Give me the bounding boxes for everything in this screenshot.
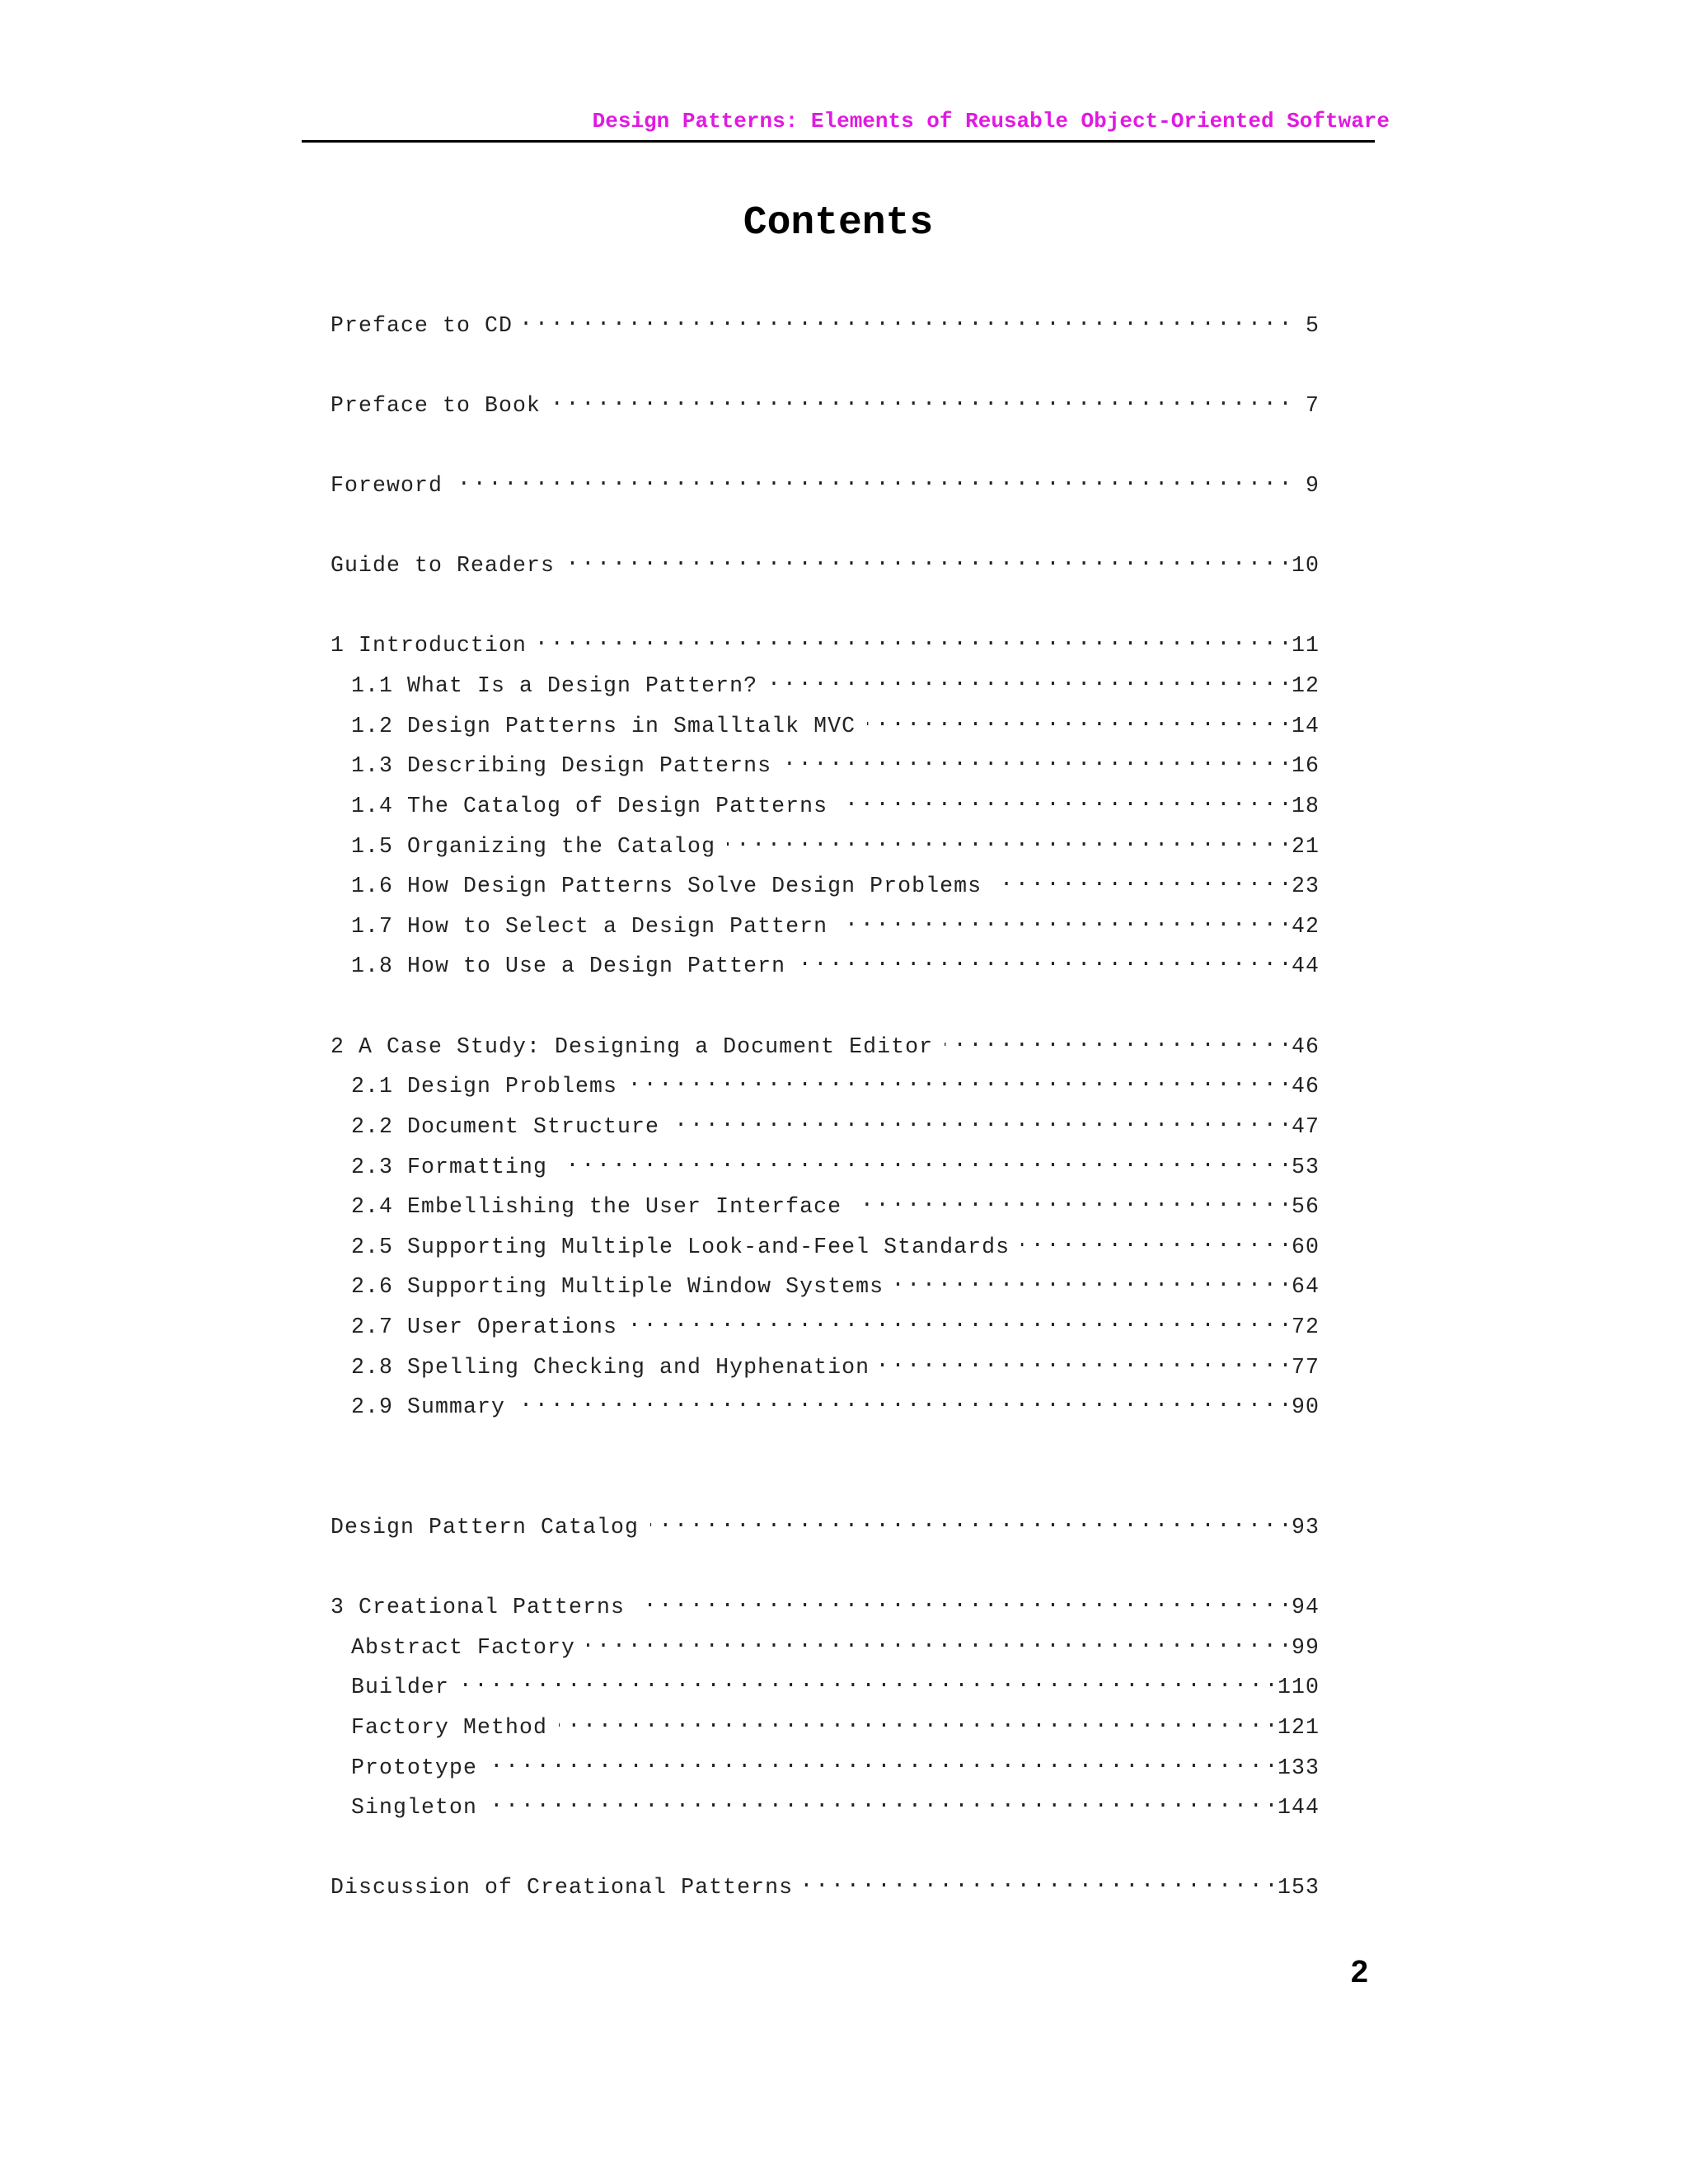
toc-entry-label: Discussion of Creational Patterns — [331, 1875, 794, 1900]
toc-entry-label: 3 Creational Patterns — [331, 1595, 626, 1619]
toc-dot-leader — [559, 1708, 1273, 1733]
toc-entry[interactable] — [331, 626, 1320, 659]
toc-dot-leader — [636, 1588, 1287, 1613]
toc-entry-label: 2.3 Formatting — [351, 1155, 548, 1179]
toc-subentry[interactable] — [331, 867, 1320, 900]
toc-entry-label: Singleton — [351, 1795, 478, 1820]
toc-entry-label: 2.9 Summary — [351, 1394, 506, 1419]
toc-entry-label: 1.8 How to Use a Design Pattern — [351, 954, 786, 978]
toc-entry-page: 44 — [1291, 954, 1320, 978]
toc-entry-page: 18 — [1291, 794, 1320, 818]
header-divider — [302, 140, 1375, 143]
toc-dot-leader — [587, 1629, 1287, 1653]
toc-entry-page: 121 — [1277, 1715, 1320, 1740]
toc-dot-leader — [517, 1388, 1287, 1413]
toc-entry-page: 53 — [1291, 1155, 1320, 1179]
toc-dot-leader — [566, 546, 1287, 571]
toc-dot-leader — [945, 1028, 1287, 1052]
toc-entry-page: 10 — [1291, 553, 1320, 578]
toc-entry-page: 14 — [1291, 714, 1320, 738]
toc-entry-label: 1.2 Design Patterns in Smalltalk MVC — [351, 714, 856, 738]
toc-subentry[interactable] — [331, 1308, 1320, 1341]
toc-entry-label: 2.2 Document Structure — [351, 1114, 660, 1139]
toc-entry-label: Preface to Book — [331, 393, 542, 418]
toc-subentry[interactable] — [331, 1629, 1320, 1661]
toc-subentry[interactable] — [331, 1348, 1320, 1381]
toc-entry-label: Preface to CD — [331, 313, 513, 338]
toc-dot-leader — [867, 707, 1287, 732]
toc-entry[interactable] — [331, 1588, 1320, 1621]
toc-subentry[interactable] — [331, 1188, 1320, 1221]
toc-dot-leader — [881, 1348, 1287, 1373]
toc-entry-page: 110 — [1277, 1675, 1320, 1699]
toc-subentry[interactable] — [331, 907, 1320, 940]
toc-entry-label: 1.1 What Is a Design Pattern? — [351, 673, 758, 698]
toc-entry-page: 42 — [1291, 914, 1320, 939]
toc-subentry[interactable] — [331, 1708, 1320, 1741]
toc-subentry[interactable] — [331, 1388, 1320, 1421]
toc-entry-label: Foreword — [331, 473, 443, 498]
toc-entry-label: 1.7 How to Select a Design Pattern — [351, 914, 828, 939]
toc-entry[interactable] — [331, 546, 1320, 579]
running-header-title: Design Patterns: Elements of Reusable Object-Oriented Software — [592, 109, 1390, 134]
toc-entry-page: 99 — [1291, 1635, 1320, 1660]
toc-dot-leader — [839, 787, 1287, 812]
toc-entry-page: 93 — [1291, 1515, 1320, 1540]
toc-subentry[interactable] — [331, 787, 1320, 820]
toc-dot-leader — [769, 667, 1287, 691]
toc-entry-page: 23 — [1291, 874, 1320, 898]
toc-entry-page: 72 — [1291, 1315, 1320, 1339]
toc-entry-label: 2.7 User Operations — [351, 1315, 618, 1339]
toc-entry-label: Factory Method — [351, 1715, 548, 1740]
toc-dot-leader — [524, 307, 1287, 331]
toc-entry-page: 47 — [1291, 1114, 1320, 1139]
toc-entry-page: 94 — [1291, 1595, 1320, 1619]
toc-entry-label: 2.6 Supporting Multiple Window Systems — [351, 1274, 884, 1299]
toc-entry-label: 1.6 How Design Patterns Solve Design Problems — [351, 874, 982, 898]
toc-entry-page: 7 — [1305, 393, 1320, 418]
toc-entry-label: 2 A Case Study: Designing a Document Editor — [331, 1034, 934, 1059]
toc-dot-leader — [671, 1108, 1287, 1132]
toc-entry-page: 153 — [1277, 1875, 1320, 1900]
toc-entry-label: 1.3 Describing Design Patterns — [351, 753, 772, 778]
toc-dot-leader — [629, 1067, 1287, 1092]
toc-entry-label: Design Pattern Catalog — [331, 1515, 640, 1540]
toc-dot-leader — [993, 867, 1287, 892]
toc-dot-leader — [804, 1868, 1273, 1893]
toc-subentry[interactable] — [331, 1268, 1320, 1301]
toc-entry[interactable] — [331, 1868, 1320, 1901]
toc-entry-label: Abstract Factory — [351, 1635, 576, 1660]
toc-dot-leader — [1021, 1228, 1287, 1253]
toc-subentry[interactable] — [331, 1108, 1320, 1141]
toc-dot-leader — [650, 1508, 1287, 1533]
toc-entry-page: 12 — [1291, 673, 1320, 698]
toc-entry-page: 64 — [1291, 1274, 1320, 1299]
toc-entry-page: 21 — [1291, 834, 1320, 859]
toc-entry[interactable] — [331, 1028, 1320, 1061]
toc-dot-leader — [489, 1788, 1273, 1813]
toc-subentry[interactable] — [331, 947, 1320, 980]
toc-dot-leader — [538, 626, 1287, 651]
toc-subentry[interactable] — [331, 1749, 1320, 1782]
toc-entry-page: 77 — [1291, 1355, 1320, 1380]
toc-dot-leader — [461, 1668, 1273, 1693]
toc-dot-leader — [783, 747, 1287, 771]
toc-entry-label: 1.4 The Catalog of Design Patterns — [351, 794, 828, 818]
toc-subentry[interactable] — [331, 1788, 1320, 1821]
page-number: 2 — [1350, 1955, 1368, 1990]
toc-entry-page: 133 — [1277, 1755, 1320, 1780]
toc-entry-label: 2.1 Design Problems — [351, 1074, 618, 1099]
toc-dot-leader — [853, 1188, 1287, 1212]
toc-subentry[interactable] — [331, 747, 1320, 780]
toc-entry-label: Builder — [351, 1675, 450, 1699]
toc-entry-label: Prototype — [351, 1755, 478, 1780]
toc-entry-page: 144 — [1277, 1795, 1320, 1820]
toc-entry-page: 16 — [1291, 753, 1320, 778]
toc-entry-label: 1.5 Organizing the Catalog — [351, 834, 716, 859]
toc-entry[interactable] — [331, 466, 1320, 499]
toc-subentry[interactable] — [331, 1067, 1320, 1100]
toc-dot-leader — [454, 466, 1287, 491]
toc-subentry[interactable] — [331, 827, 1320, 860]
toc-entry-page: 60 — [1291, 1235, 1320, 1259]
toc-entry-label: 2.5 Supporting Multiple Look-and-Feel Standards — [351, 1235, 1010, 1259]
toc-subentry[interactable] — [331, 707, 1320, 740]
toc-dot-leader — [895, 1268, 1287, 1292]
toc-entry-page: 56 — [1291, 1194, 1320, 1219]
toc-dot-leader — [559, 1148, 1287, 1173]
toc-entry-label: 2.8 Spelling Checking and Hyphenation — [351, 1355, 870, 1380]
page-title: Contents — [743, 201, 934, 246]
toc-subentry[interactable] — [331, 667, 1320, 700]
toc-entry[interactable] — [331, 307, 1320, 340]
toc-entry-page: 9 — [1305, 473, 1320, 498]
toc-entry-page: 46 — [1291, 1034, 1320, 1059]
toc-entry-label: 1 Introduction — [331, 633, 528, 658]
toc-subentry[interactable] — [331, 1228, 1320, 1261]
toc-entry[interactable] — [331, 387, 1320, 419]
toc-entry-page: 46 — [1291, 1074, 1320, 1099]
toc-dot-leader — [552, 387, 1287, 411]
toc-entry[interactable] — [331, 1508, 1320, 1541]
toc-dot-leader — [489, 1749, 1273, 1774]
toc-entry-page: 11 — [1291, 633, 1320, 658]
toc-entry-label: Guide to Readers — [331, 553, 556, 578]
toc-subentry[interactable] — [331, 1148, 1320, 1181]
toc-dot-leader — [839, 907, 1287, 932]
toc-dot-leader — [797, 947, 1287, 972]
toc-subentry[interactable] — [331, 1668, 1320, 1701]
toc-entry-page: 90 — [1291, 1394, 1320, 1419]
toc-entry-label: 2.4 Embellishing the User Interface — [351, 1194, 842, 1219]
toc-dot-leader — [629, 1308, 1287, 1333]
toc-dot-leader — [727, 827, 1287, 852]
toc-entry-page: 5 — [1305, 313, 1320, 338]
